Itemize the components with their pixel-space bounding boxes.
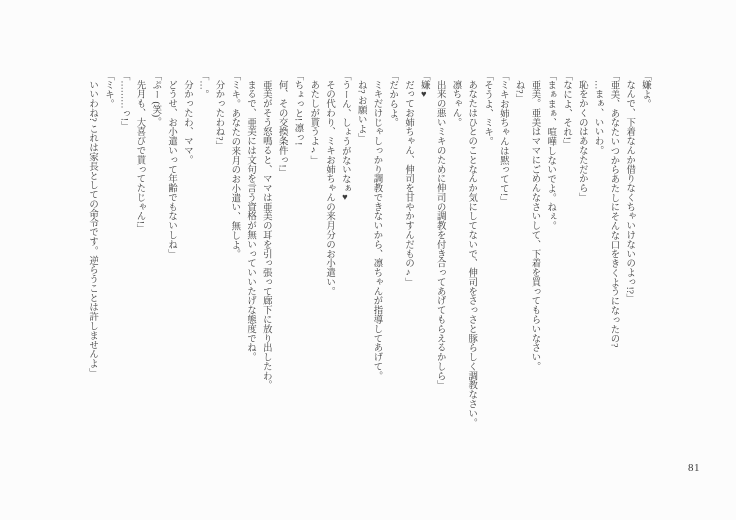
text-line: 分かったわね?」 — [213, 80, 224, 151]
text-line: 「………っ!」 — [118, 71, 129, 131]
text-line: 先月も、大喜びで貰ってたじゃん!」 — [134, 80, 145, 234]
text-line: 出来の悪いミキのために伸司の調教を付き合ってあげてもらえるかしら」 — [434, 80, 445, 391]
text-line: ね?」 — [513, 80, 524, 104]
text-line: 「ぷー (笑)。 — [150, 71, 161, 127]
text-line: どうせ、お小遣いって年齢でもないしね」 — [166, 80, 177, 259]
text-line: 分かったわ、ママ。 — [181, 80, 192, 165]
text-line: 「嫌♥ — [418, 71, 429, 100]
text-line: あなたはひとのことなんか気にしてないで、伸司をさっさと豚らしく調教なさい。 — [466, 80, 477, 428]
text-line: 「ミキ。あなたの来月のお小遣い、無しよ。 — [229, 71, 240, 259]
text-line: 「うーん、しょうがないなぁ♥ — [339, 71, 350, 204]
text-line: なんで、下着なんか借りなくちゃいけないのよっ!?」 — [624, 80, 635, 304]
text-line: ミキだけじゃしっかり調教できないから、凛ちゃんが指導してあげて。 — [371, 80, 382, 381]
text-line: 凛ちゃん。 — [450, 80, 461, 128]
text-line: 「亜美、あなたいつからあたしにそんな口をきくようになったの? — [608, 71, 619, 348]
text-line: 「そうよ、ミキ。 — [482, 71, 493, 147]
text-line: まるで、亜美には文句を言う資格が無いっていいたげな態度でね。 — [245, 80, 256, 363]
text-line: 「ミキ。 — [102, 71, 113, 109]
text-line: 「嫌よ。 — [640, 71, 650, 109]
text-line: 「…。 — [197, 71, 208, 100]
text-line: 亜美がそう怒鳴ると、ママは亜美の耳を引っ張って廊下に放り出したわ。 — [260, 80, 271, 391]
text-line: 亜美。亜美はママにごめんなさいして、下着を買ってもらいなさい。 — [529, 80, 540, 372]
text-line: いいわね? これは家長としての命令です。逆らうことは許しませんよ」 — [87, 80, 98, 378]
text-line: 「ちょっと! 凛っ! — [292, 71, 303, 146]
text-line: あたしが貰うよ♪」 — [308, 80, 319, 166]
text-line: ね? お願いよ」 — [355, 80, 366, 144]
page-number: 81 — [688, 462, 700, 474]
text-line: 「なによ、それ!」 — [561, 71, 572, 150]
text-line: 「だからよ。 — [387, 71, 398, 128]
text-line: その代わり、ミキお姉ちゃんの来月分のお小遣い。 — [324, 80, 335, 297]
vertical-text-block — [83, 71, 652, 469]
text-line: 恥をかくのはあなただから」 — [576, 80, 587, 203]
text-line: 「ミキお姉ちゃんは黙ってて!」 — [497, 71, 508, 206]
text-line: だってお姉ちゃん、伸司を甘やかすんだもの♪」 — [403, 80, 414, 288]
text-line: …まぁ、いいわ。 — [592, 80, 603, 156]
text-line: 何、その交換条件っ!」 — [276, 80, 287, 178]
text-line: 「まぁまぁ、喧嘩しないでよ。ねぇ。 — [545, 71, 556, 231]
